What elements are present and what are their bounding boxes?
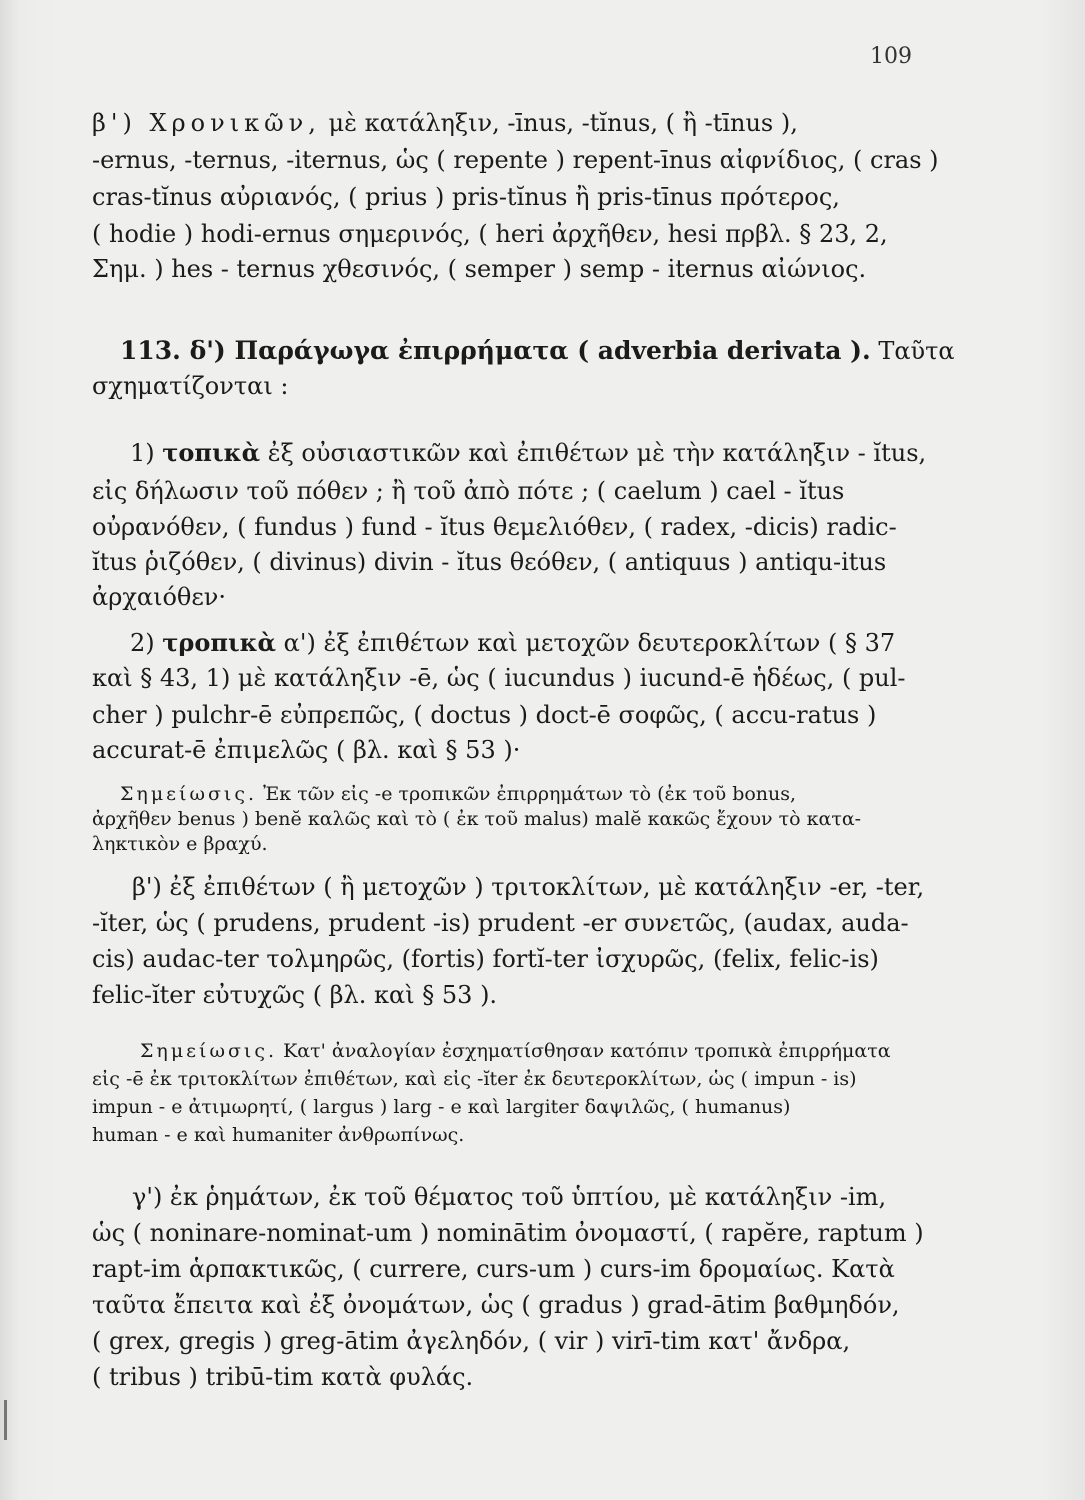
item-2-line-2: καὶ § 43, 1) μὲ κατάληξιν -ē, ὡς ( iucundus ) iucund-ē ἡδέως, ( pul- (92, 664, 906, 692)
item-c-line-5: ( grex, gregis ) greg-ātim ἀγεληδόν, ( vir ) virī-tim κατ' ἄνδρα, (92, 1327, 851, 1355)
note-2-line-4: human - e καὶ humaniter ἀνθρωπίνως. (92, 1124, 465, 1146)
margin-mark (4, 1400, 7, 1440)
item-c-line-2: ὡς ( noninare-nominat-um ) nominātim ὀνομαστί, ( rapĕre, raptum ) (92, 1219, 924, 1247)
item-b-line-1: β') ἐξ ἐπιθέτων ( ἢ μετοχῶν ) τριτοκλίτων, μὲ κατάληξιν -er, -ter, (132, 873, 925, 901)
section-113-heading: 113. δ') Παράγωγα ἐπιρρήματα ( adverbia derivata ). Ταῦτα (120, 336, 955, 365)
note-2-line-2: εἰς -ē ἐκ τριτοκλίτων ἐπιθέτων, καὶ εἰς -ĭter ἐκ δευτεροκλίτων, ὡς ( impun - is) (92, 1068, 857, 1090)
section-b-line-5: Σημ. ) hes - ternus χθεσινός, ( semper ) semp - iternus αἰώνιος. (92, 255, 867, 283)
item-1-line-5: ἀρχαιόθεν· (92, 583, 227, 611)
section-b-line-4: ( hodie ) hodi-ernus σημερινός, ( heri ἀρχῆθεν, hesi πρβλ. § 23, 2, (92, 220, 888, 248)
item-2-line-3: cher ) pulchr-ē εὐπρεπῶς, ( doctus ) doct-ē σοφῶς, ( accu-ratus ) (92, 701, 877, 729)
section-113-line-2: σχηματίζονται : (92, 372, 289, 400)
section-b-line-3: cras-tĭnus αὐριανός, ( prius ) pris-tĭnus ἢ pris-tīnus πρότερος, (92, 183, 840, 211)
section-b-line-1: β') Χρονικῶν, μὲ κατάληξιν, -īnus, -tĭnus, ( ἢ -tīnus ), (92, 109, 798, 137)
note-1-line-3: ληκτικὸν e βραχύ. (92, 833, 268, 855)
item-1-line-2: εἰς δήλωσιν τοῦ πόθεν ; ἢ τοῦ ἀπὸ πότε ; ( caelum ) cael - ĭtus (92, 477, 845, 505)
note-1-line-1: Σημείωσις. Ἐκ τῶν εἰς -e τροπικῶν ἐπιρρημάτων τὸ (ἐκ τοῦ bonus, (120, 783, 797, 805)
item-2-line-4: accurat-ē ἐπιμελῶς ( βλ. καὶ § 53 )· (92, 736, 521, 764)
item-2-line-1: 2) τροπικὰ α') ἐξ ἐπιθέτων καὶ μετοχῶν δευτεροκλίτων ( § 37 (130, 628, 896, 657)
item-c-line-6: ( tribus ) tribū-tim κατὰ φυλάς. (92, 1363, 474, 1391)
item-1-term: τοπικὰ (162, 438, 261, 467)
note-2-line-3: impun - e ἀτιμωρητί, ( largus ) larg - e καὶ largiter δαψιλῶς, ( humanus) (92, 1096, 791, 1118)
section-number: 113. (120, 336, 181, 365)
note-1-line-2: ἀρχῆθεν benus ) benĕ καλῶς καὶ τὸ ( ἐκ τοῦ malus) malĕ κακῶς ἔχουν τὸ κατα- (92, 808, 862, 830)
item-2-term: τροπικὰ (162, 628, 277, 657)
item-b-line-3: cis) audac-ter τολμηρῶς, (fortis) fortĭ-ter ἰσχυρῶς, (felix, felic-is) (92, 945, 879, 973)
item-b-line-4: felic-ĭter εὐτυχῶς ( βλ. καὶ § 53 ). (92, 981, 498, 1009)
note-1-label: Σημείωσις. (120, 783, 258, 805)
section-title: δ') Παράγωγα ἐπιρρήματα ( adverbia derivata ). (180, 336, 871, 365)
section-b-label: β') Χρονικῶν, (92, 109, 321, 137)
note-2-line-1: Σημείωσις. Κατ' ἀναλογίαν ἐσχηματίσθησαν κατόπιν τροπικὰ ἐπιρρήματα (140, 1040, 891, 1062)
item-1-line-1: 1) τοπικὰ ἐξ οὐσιαστικῶν καὶ ἐπιθέτων μὲ τὴν κατάληξιν - ĭtus, (130, 438, 927, 467)
page-number: 109 (870, 44, 912, 69)
item-1-line-4: ĭtus ῥιζόθεν, ( divinus) divin - ĭtus θεόθεν, ( antiquus ) antiqu-itus (92, 548, 887, 576)
note-2-label: Σημείωσις. (140, 1040, 278, 1062)
item-b-line-2: -ĭter, ὡς ( prudens, prudent -is) prudent -er συνετῶς, (audax, auda- (92, 909, 909, 937)
item-c-line-1: γ') ἐκ ῥημάτων, ἐκ τοῦ θέματος τοῦ ὑπτίου, μὲ κατάληξιν -im, (132, 1183, 887, 1211)
item-1-line-3: οὐρανόθεν, ( fundus ) fund - ĭtus θεμελιόθεν, ( radex, -dicis) radic- (92, 513, 897, 541)
item-c-line-4: ταῦτα ἔπειτα καὶ ἐξ ὀνομάτων, ὡς ( gradus ) grad-ātim βαθμηδόν, (92, 1291, 900, 1319)
item-c-line-3: rapt-im ἁρπακτικῶς, ( currere, curs-um ) curs-im δρομαίως. Κατὰ (92, 1255, 895, 1283)
section-b-line-2: -ernus, -ternus, -iternus, ὡς ( repente ) repent-īnus αἰφνίδιος, ( cras ) (92, 146, 939, 174)
